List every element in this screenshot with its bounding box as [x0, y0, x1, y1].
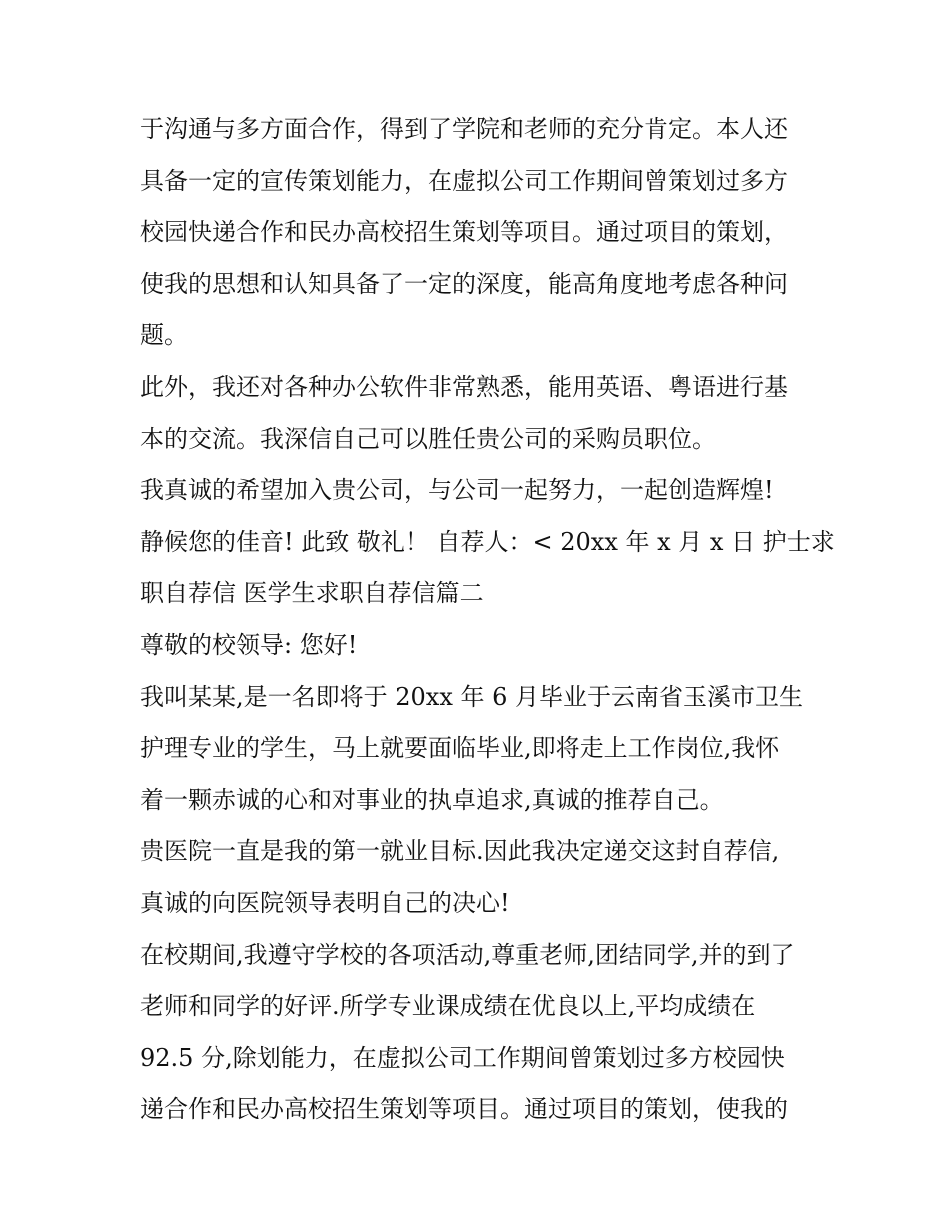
- text-line: 着一颗赤诚的心和对事业的执卓追求,真诚的推荐自己。: [140, 785, 724, 814]
- text-line: 我真诚的希望加入贵公司，与公司一起努力，一起创造辉煌!: [140, 476, 774, 505]
- text-line: 92.5 分,除划能力，在虚拟公司工作期间曾策划过多方校园快: [140, 1043, 785, 1072]
- text-line: 护理专业的学生，马上就要面临毕业,即将走上工作岗位,我怀: [140, 734, 780, 763]
- text-line: 于沟通与多方面合作，得到了学院和老师的充分肯定。本人还: [140, 115, 788, 143]
- text-line: 真诚的向医院领导表明自己的决心!: [140, 888, 510, 917]
- text-line: 尊敬的校领导: 您好!: [140, 630, 358, 659]
- body-text: [140, 104, 835, 1136]
- text-line: 职自荐信 医学生求职自荐信篇二: [140, 579, 484, 608]
- text-line: 题。: [140, 321, 188, 350]
- text-line: 静候您的佳音! 此致 敬礼！ 自荐人：< 20xx 年 x 月 x 日 护士求: [140, 527, 835, 556]
- text-line: 校园快递合作和民办高校招生策划等项目。通过项目的策划，: [140, 218, 788, 247]
- text-line: 老师和同学的好评.所学专业课成绩在优良以上,平均成绩在: [140, 992, 756, 1021]
- text-line: 递合作和民办高校招生策划等项目。通过项目的策划，使我的: [140, 1095, 788, 1124]
- text-line: 在校期间,我遵守学校的各项活动,尊重老师,团结同学,并的到了: [140, 940, 795, 969]
- text-line: 此外，我还对各种办公软件非常熟悉，能用英语、粤语进行基: [140, 372, 788, 401]
- text-line: 使我的思想和认知具备了一定的深度，能高角度地考虑各种问: [140, 269, 788, 298]
- text-line: 具备一定的宣传策划能力，在虚拟公司工作期间曾策划过多方: [140, 166, 788, 195]
- text-line: 贵医院一直是我的第一就业目标.因此我决定递交这封自荐信,: [140, 837, 780, 866]
- text-line: 本的交流。我深信自己可以胜任贵公司的采购员职位。: [140, 424, 716, 453]
- text-line: 我叫某某,是一名即将于 20xx 年 6 月毕业于云南省玉溪市卫生: [140, 682, 804, 711]
